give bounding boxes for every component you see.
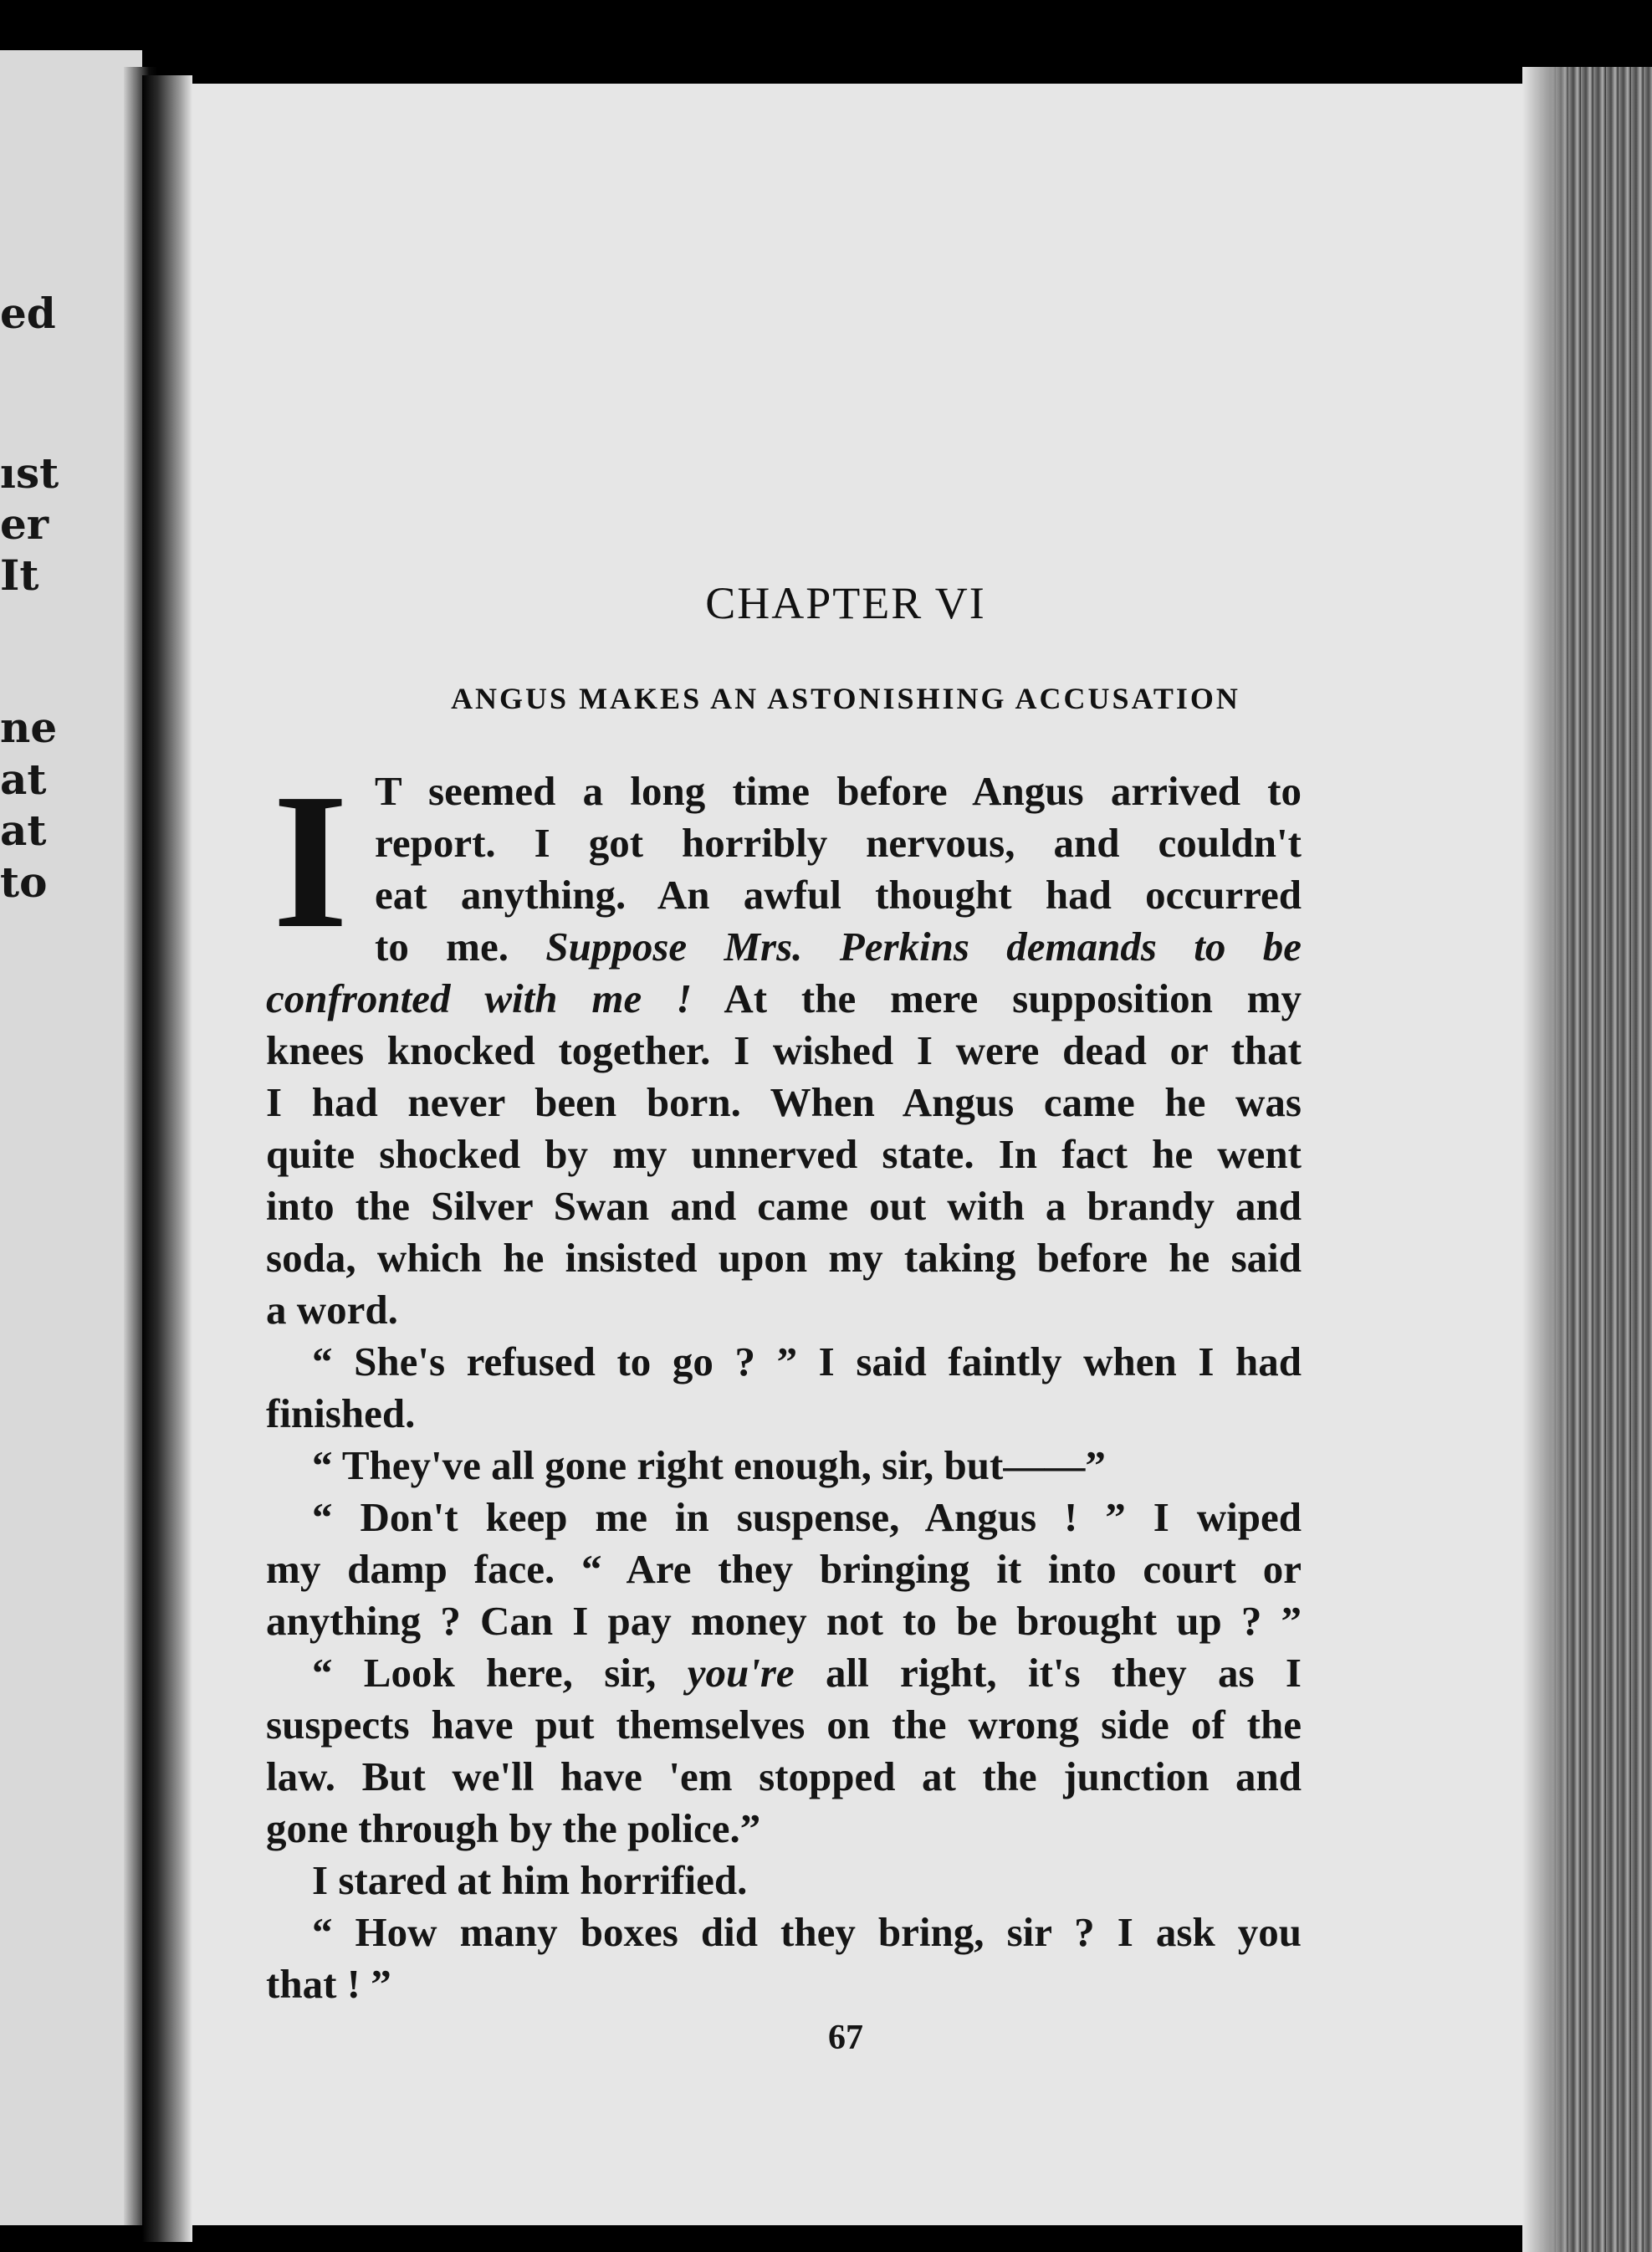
text-line: anything ? Can I pay money not to be brought up ? ” <box>266 1598 1302 1644</box>
prev-page-fragment: It <box>0 550 39 600</box>
text-line: “ How many boxes did they bring, sir ? I ask you <box>312 1909 1302 1955</box>
text-line: eat anything. An awful thought had occurred <box>375 872 1302 918</box>
page-number: 67 <box>828 2019 863 2057</box>
text-line <box>375 921 1302 973</box>
prev-page-fragment: er <box>0 499 49 549</box>
text-line: gone through by the police.” <box>266 1805 761 1851</box>
text-line: “ She's refused to go ? ” I said faintly when I had <box>312 1338 1302 1384</box>
drop-cap: I <box>273 754 349 969</box>
text-line: “ They've all gone right enough, sir, but——” <box>312 1442 1106 1488</box>
text-line: my damp face. “ Are they bringing it into court or <box>266 1546 1302 1592</box>
text-line: I had never been born. When Angus came he was <box>266 1079 1302 1125</box>
previous-page-edge <box>0 50 142 2225</box>
prev-page-fragment: at <box>0 755 47 804</box>
text-line: into the Silver Swan and came out with a brandy and <box>266 1183 1302 1229</box>
text-line: that ! ” <box>266 1961 391 2007</box>
text-line: knees knocked together. I wished I were dead or that <box>266 1027 1302 1073</box>
prev-page-fragment: ıst <box>0 448 59 498</box>
italic-text-segment: you're <box>687 1650 795 1696</box>
text-line: suspects have put themselves on the wrong side of the <box>266 1702 1302 1748</box>
chapter-subtitle: ANGUS MAKES AN ASTONISHING ACCUSATION <box>451 682 1240 715</box>
prev-page-fragment: ed <box>0 289 56 338</box>
text-line: quite shocked by my unnerved state. In fact he went <box>266 1131 1302 1177</box>
text-segment: At the mere supposition my <box>692 975 1302 1021</box>
text-line: finished. <box>266 1390 416 1436</box>
prev-page-fragment: ne <box>0 703 58 752</box>
scan-border-top <box>152 0 1652 84</box>
italic-text-segment: confronted with me ! <box>266 975 693 1021</box>
text-segment: “ Look here, sir, <box>312 1650 688 1696</box>
text-segment: all right, it's they as I <box>794 1650 1302 1696</box>
text-line <box>312 1647 1302 1699</box>
text-line <box>266 973 1302 1025</box>
page-edge-shadow <box>1522 67 1573 2252</box>
chapter-title: CHAPTER VI <box>705 578 986 628</box>
prev-page-fragment: to <box>0 857 48 907</box>
text-line: report. I got horribly nervous, and couldn't <box>375 820 1302 866</box>
text-line: T seemed a long time before Angus arrived to <box>375 768 1302 814</box>
text-segment: to me. <box>375 924 546 970</box>
text-line: a word. <box>266 1287 398 1333</box>
prev-page-fragment: at <box>0 806 47 855</box>
italic-text-segment: Suppose Mrs. Perkins demands to be <box>545 924 1302 970</box>
text-line: “ Don't keep me in suspense, Angus ! ” I wiped <box>312 1494 1302 1540</box>
text-line: soda, which he insisted upon my taking before he said <box>266 1235 1302 1281</box>
text-line: law. But we'll have 'em stopped at the junction and <box>266 1753 1302 1799</box>
page-gutter-shadow <box>142 75 192 2242</box>
text-line: I stared at him horrified. <box>312 1857 748 1903</box>
